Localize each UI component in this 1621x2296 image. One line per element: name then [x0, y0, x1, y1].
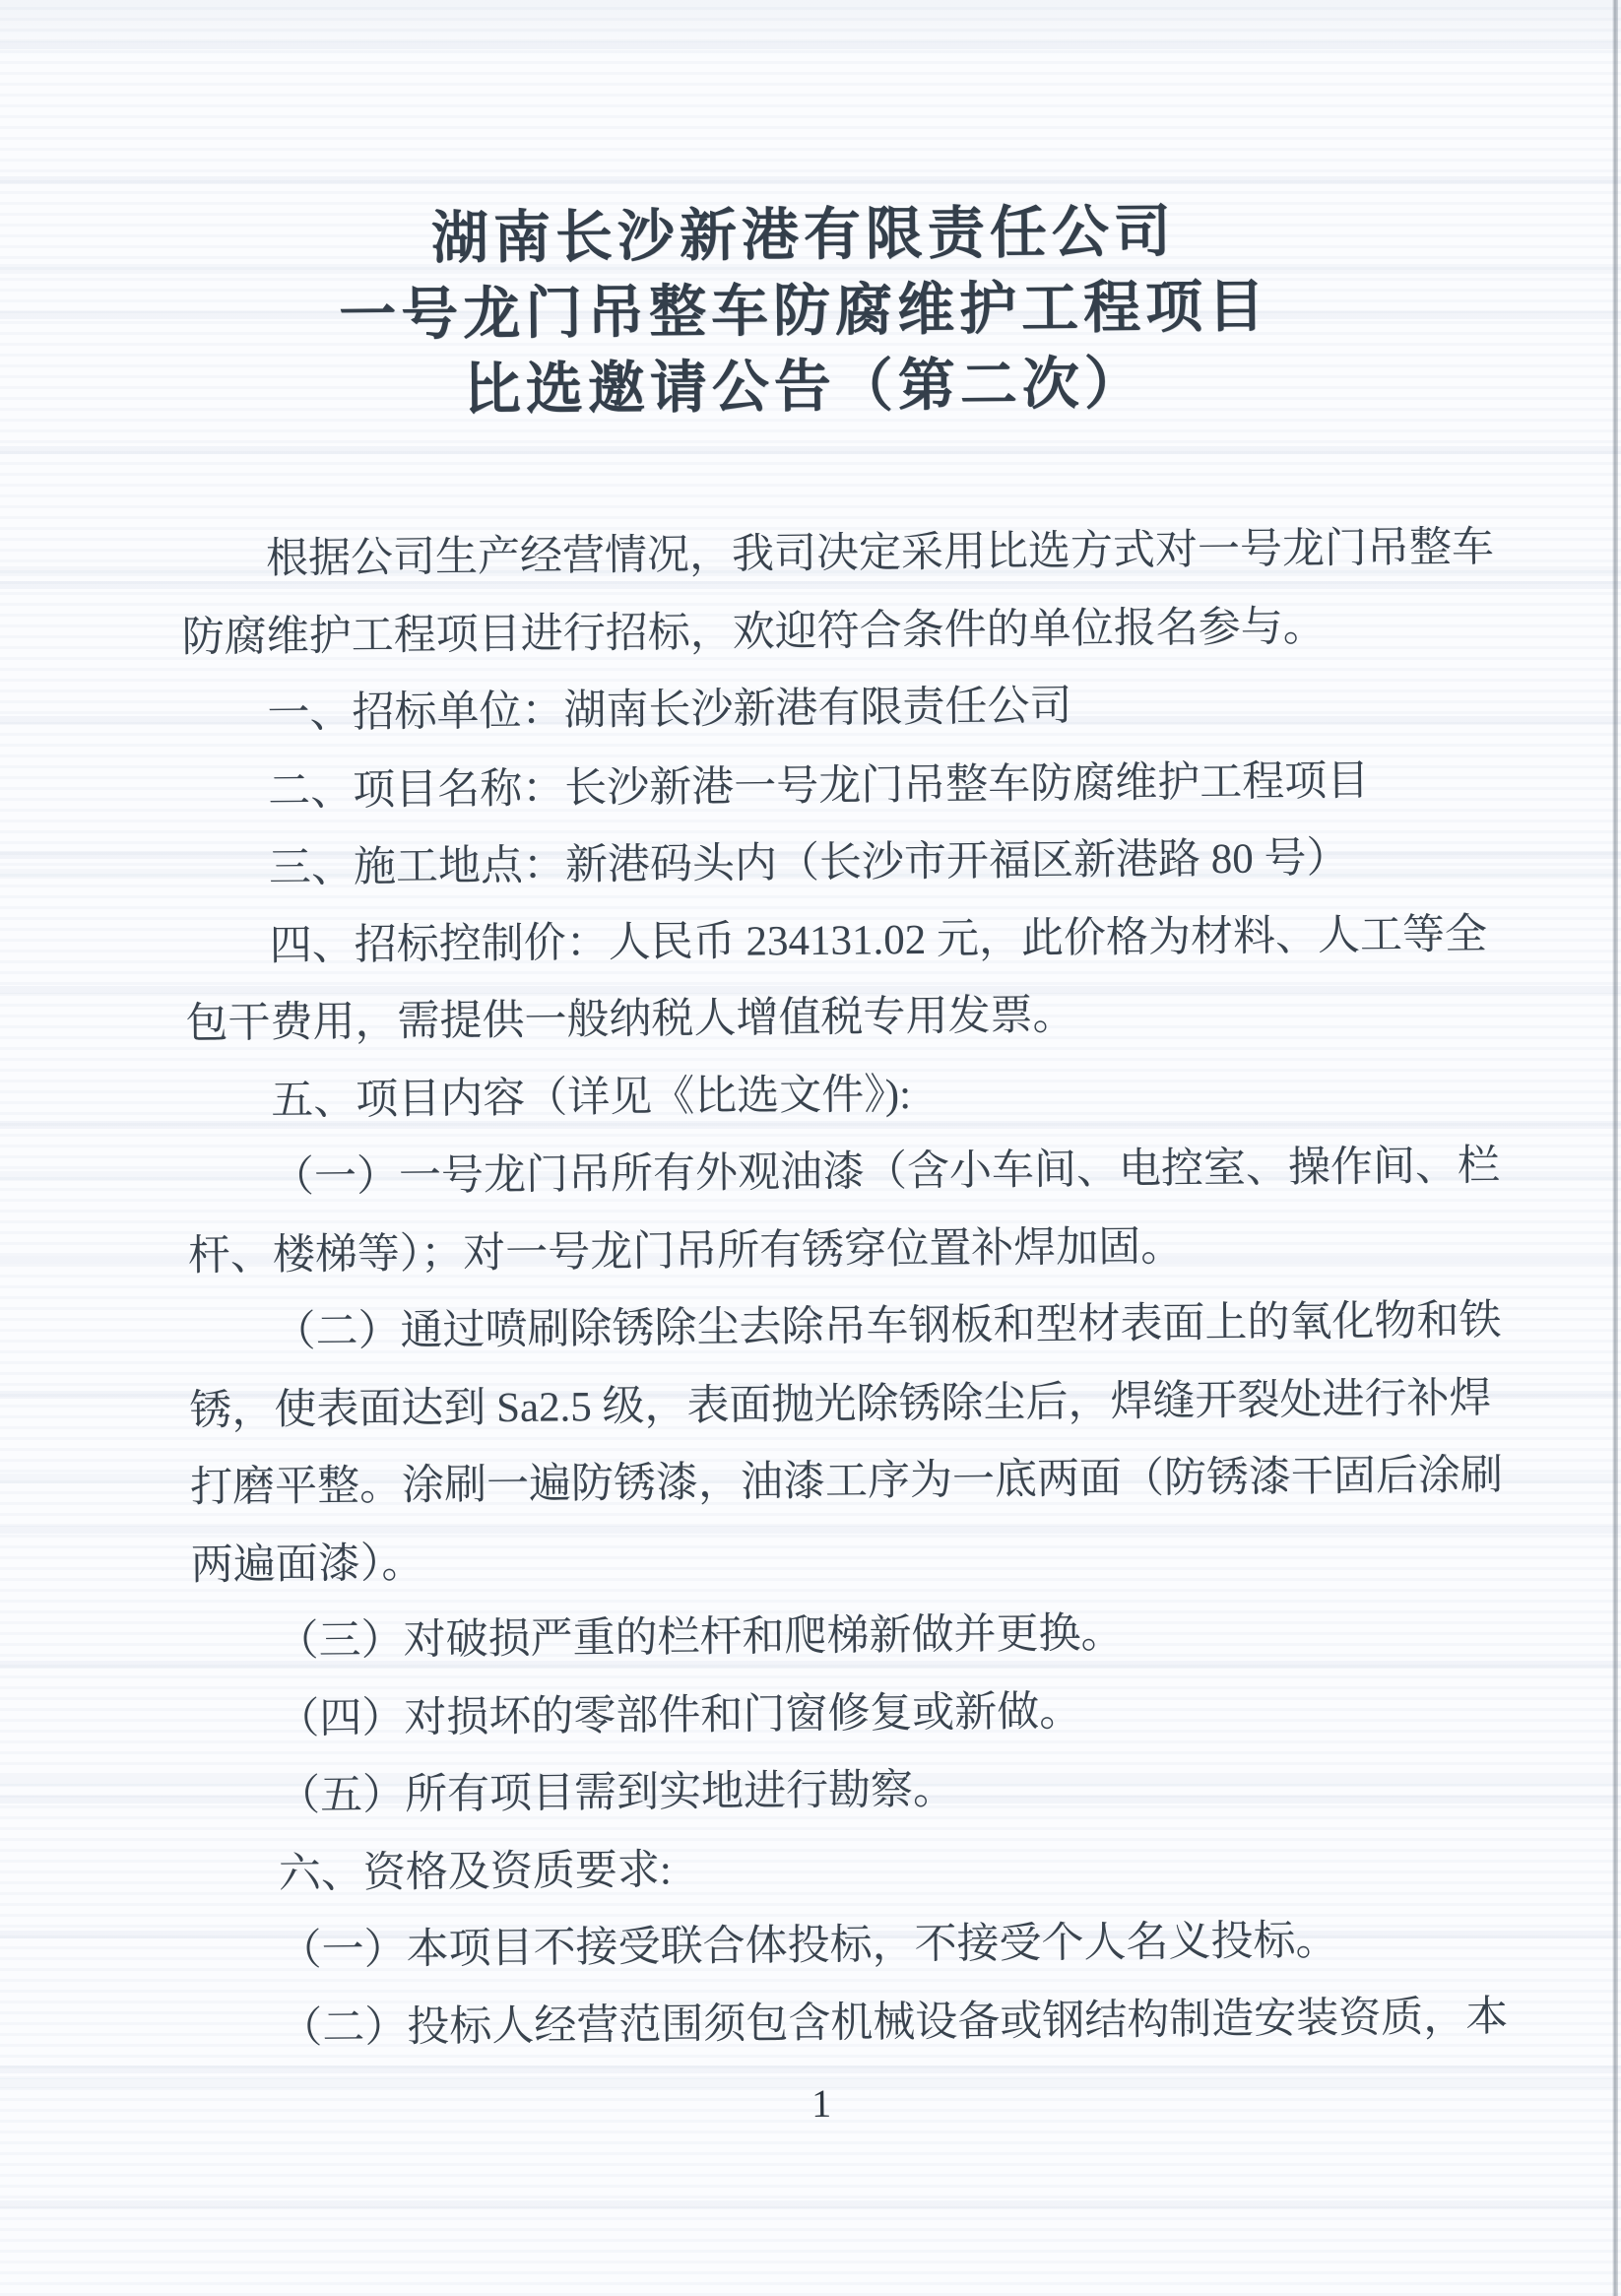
document-line: （二）通过喷刷除锈除尘去除吊车钢板和型材表面上的氧化物和铁	[273, 1297, 1502, 1356]
document-line: 杆、楼梯等）；对一号龙门吊所有锈穿位置补焊加固。	[187, 1222, 1184, 1279]
document-body	[0, 508, 1621, 2070]
document-line: 二、项目名称：长沙新港一号龙门吊整车防腐维护工程项目	[268, 757, 1370, 815]
document-title	[0, 189, 1616, 432]
scan-edge-shadow	[1612, 0, 1618, 2296]
document-line: （一）本项目不接受联合体投标，不接受个人名义投标。	[279, 1917, 1338, 1975]
page-number: 1	[810, 2080, 832, 2127]
document-line: （一）一号龙门吊所有外观油漆（含小车间、电控室、操作间、栏	[271, 1143, 1501, 1202]
document-line: 四、招标控制价：人民币 234131.02 元，此价格为材料、人工等全	[269, 910, 1488, 969]
document-title-line-2: 一号龙门吊整车防腐维护工程项目	[338, 274, 1270, 348]
document-line: 根据公司生产经营情况，我司决定采用比选方式对一号龙门吊整车	[265, 524, 1495, 583]
document-line: （二）投标人经营范围须包含机械设备或钢结构制造安装资质，本	[280, 1993, 1509, 2052]
document-line: 六、资格及资质要求:	[278, 1846, 672, 1897]
document-line: 五、项目内容（详见《比选文件》):	[271, 1071, 912, 1124]
document-line: （五）所有项目需到实地进行勘察。	[277, 1766, 956, 1820]
document-title-line-3: 比选邀请公告（第二次）	[463, 351, 1147, 423]
document-line: 包干费用，需提供一般纳税人增值税专用发票。	[185, 992, 1075, 1048]
document-title-line-1: 湖南长沙新港有限责任公司	[430, 199, 1177, 271]
document-line: 三、施工地点：新港码头内（长沙市开福区新港路 80 号）	[268, 834, 1349, 892]
document-line: 一、招标单位：湖南长沙新港有限责任公司	[267, 683, 1072, 738]
document-line: 两遍面漆）。	[190, 1540, 424, 1589]
document-line: （四）对损坏的零部件和门窗修复或新做。	[277, 1687, 1082, 1742]
document-line: 打磨平整。涂刷一遍防锈漆，油漆工序为一底两面（防锈漆干固后涂刷	[189, 1452, 1504, 1512]
document-line: 防腐维护工程项目进行招标，欢迎符合条件的单位报名参与。	[181, 603, 1326, 661]
document-line: 锈，使表面达到 Sa2.5 级，表面抛光除锈除尘后，焊缝开裂处进行补焊	[189, 1374, 1492, 1434]
document-line: （三）对破损严重的栏杆和爬梯新做并更换。	[276, 1609, 1124, 1666]
